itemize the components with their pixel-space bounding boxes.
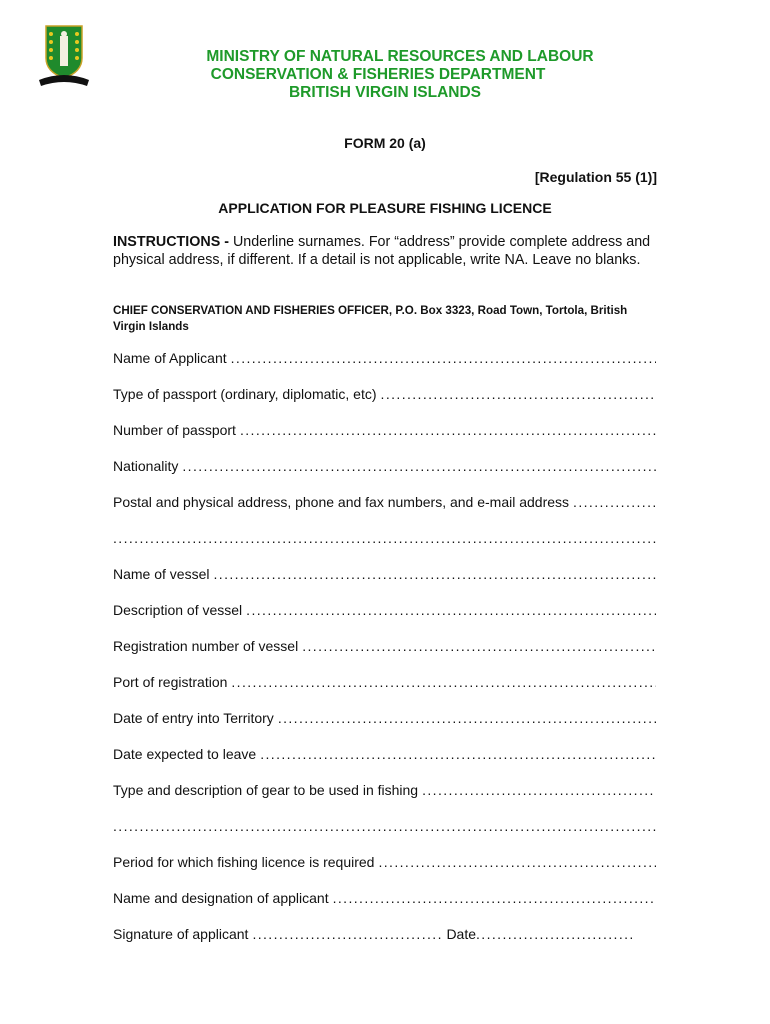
field-input-line[interactable] [302, 638, 656, 656]
territory-heading: BRITISH VIRGIN ISLANDS [288, 84, 482, 101]
field-label: Period for which fishing licence is required [113, 854, 375, 870]
signature-field[interactable] [252, 926, 442, 942]
form-field[interactable] [113, 422, 656, 440]
form-field[interactable] [113, 890, 656, 908]
instructions-text: Underline surnames. For “address” provide complete address and physical address, if different. If a detail is not applicable, write NA. Leave no blanks. [113, 234, 651, 268]
field-input-line[interactable] [333, 890, 656, 908]
field-label: Nationality [113, 458, 179, 474]
addressee: CHIEF CONSERVATION AND FISHERIES OFFICER, P.O. Box 3323, Road Town, Tortola, British Virgin Islands [113, 304, 628, 333]
field-input-line[interactable] [240, 422, 656, 440]
form-field[interactable] [113, 458, 656, 476]
field-label: Name of vessel [113, 566, 210, 582]
regulation-reference: [Regulation 55 (1)] [534, 169, 657, 185]
field-input-line[interactable] [113, 530, 656, 548]
form-field[interactable] [113, 350, 656, 368]
date-field[interactable] [476, 926, 636, 942]
form-field[interactable] [113, 674, 656, 692]
field-label: Name of Applicant [113, 350, 227, 366]
form-field[interactable] [113, 818, 656, 836]
form-field[interactable] [113, 530, 656, 548]
field-input-line[interactable] [246, 602, 656, 620]
form-field[interactable] [113, 710, 656, 728]
field-label: Type of passport (ordinary, diplomatic, etc) [113, 386, 377, 402]
form-field[interactable] [113, 602, 656, 620]
form-field[interactable] [113, 386, 656, 404]
field-label: Number of passport [113, 422, 236, 438]
field-input-line[interactable] [113, 818, 656, 836]
signature-label: Signature of applicant [113, 926, 249, 942]
field-input-line[interactable] [381, 386, 656, 404]
field-label: Name and designation of applicant [113, 890, 329, 906]
form-field[interactable] [113, 746, 656, 764]
field-input-line[interactable] [231, 350, 656, 368]
field-label: Type and description of gear to be used in fishing [113, 782, 419, 798]
field-input-line[interactable] [378, 854, 656, 872]
instructions-label: INSTRUCTIONS - [113, 234, 229, 250]
form-number: FORM 20 (a) [344, 135, 426, 151]
field-input-line[interactable] [260, 746, 656, 764]
instructions [113, 233, 661, 269]
field-label: Description of vessel [113, 602, 243, 618]
form-title: APPLICATION FOR PLEASURE FISHING LICENCE [218, 200, 552, 216]
field-input-line[interactable] [182, 458, 656, 476]
field-label: Registration number of vessel [113, 638, 299, 654]
field-input-line[interactable] [278, 710, 656, 728]
field-input-line[interactable] [231, 674, 656, 692]
signature-row [113, 926, 656, 942]
department-heading: CONSERVATION & FISHERIES DEPARTMENT [210, 66, 546, 83]
form-field[interactable] [113, 782, 656, 800]
date-label: Date [446, 926, 477, 942]
field-label: Date of entry into Territory [113, 710, 274, 726]
form-field[interactable] [113, 854, 656, 872]
ministry-heading: MINISTRY OF NATURAL RESOURCES AND LABOUR [206, 48, 594, 65]
field-label: Date expected to leave [113, 746, 257, 762]
field-input-line[interactable] [573, 494, 656, 512]
field-input-line[interactable] [422, 782, 656, 800]
field-input-line[interactable] [213, 566, 656, 584]
field-label: Port of registration [113, 674, 228, 690]
form-field[interactable] [113, 638, 656, 656]
form-field[interactable] [113, 566, 656, 584]
field-label: Postal and physical address, phone and fax numbers, and e-mail address [113, 494, 570, 510]
form-field[interactable] [113, 494, 656, 512]
